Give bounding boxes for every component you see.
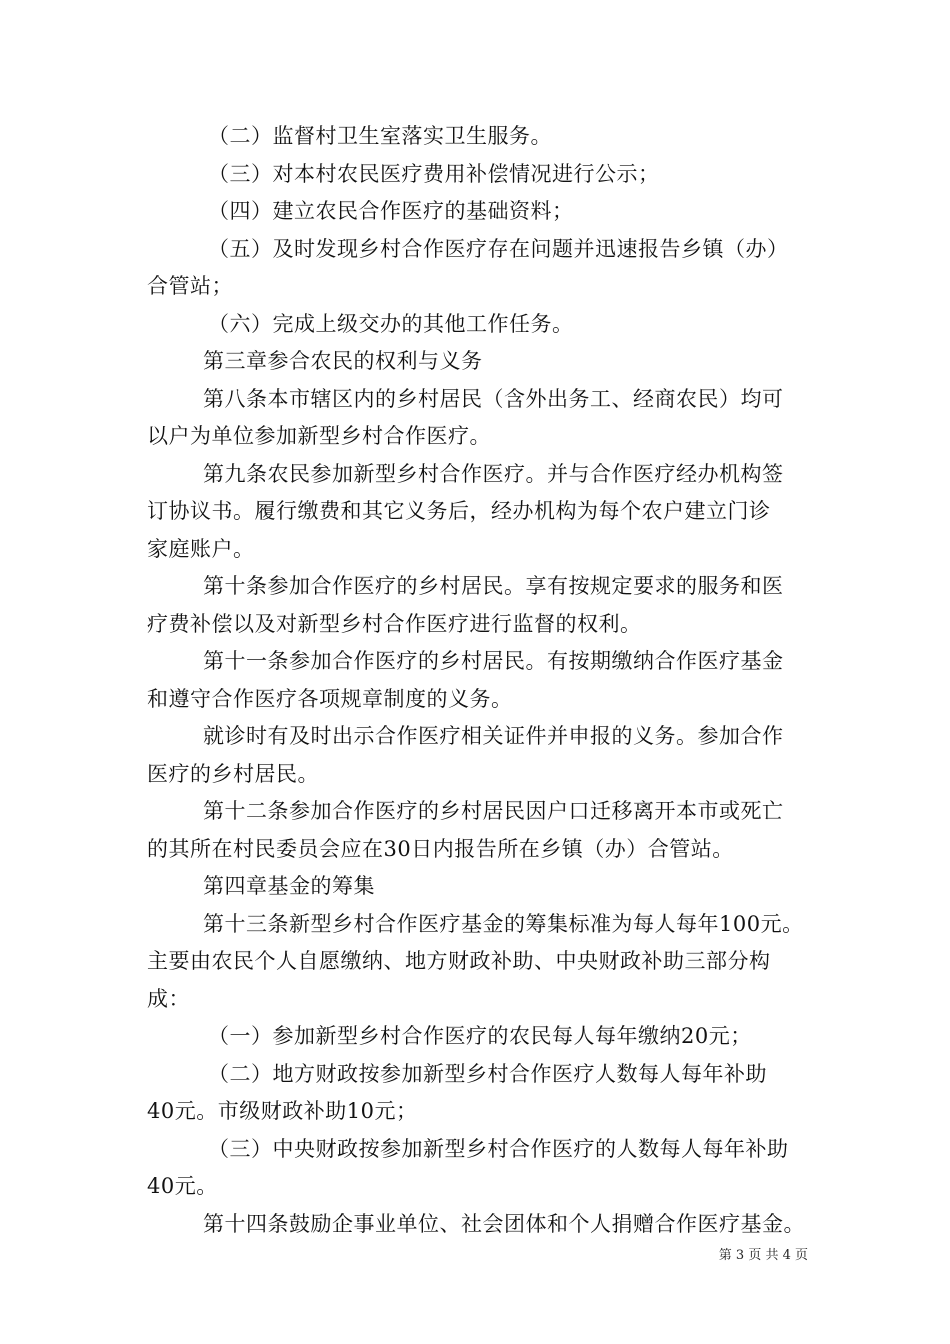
document-body bbox=[147, 118, 819, 1243]
text-line: 疗费补偿以及对新型乡村合作医疗进行监督的权利。 bbox=[147, 611, 642, 636]
text-line: 第十三条新型乡村合作医疗基金的筹集标准为每人每年100元。 bbox=[203, 911, 804, 936]
text-line: （一）参加新型乡村合作医疗的农民每人每年缴纳20元； bbox=[208, 1024, 752, 1048]
text-line: 40元。 bbox=[147, 1174, 218, 1198]
text-line: （三）对本村农民医疗费用补偿情况进行公示； bbox=[208, 161, 660, 186]
text-line: 成： bbox=[147, 986, 190, 1011]
text-line: 的其所在村民委员会应在30日内报告所在乡镇（办）合管站。 bbox=[147, 836, 734, 861]
text-line: 第十四条鼓励企事业单位、社会团体和个人捐赠合作医疗基金。 bbox=[203, 1211, 805, 1236]
text-line: 第三章参合农民的权利与义务 bbox=[203, 349, 483, 373]
text-line: 第九条农民参加新型乡村合作医疗。并与合作医疗经办机构签 bbox=[203, 461, 784, 486]
text-line: （二）监督村卫生室落实卫生服务。 bbox=[208, 124, 552, 148]
text-line: 第十一条参加合作医疗的乡村居民。有按期缴纳合作医疗基金 bbox=[203, 649, 784, 673]
text-line: 第十条参加合作医疗的乡村居民。享有按规定要求的服务和医 bbox=[203, 574, 784, 598]
text-line: 合管站； bbox=[147, 274, 233, 298]
text-line: （三）中央财政按参加新型乡村合作医疗的人数每人每年补助 bbox=[208, 1136, 789, 1161]
text-line: 以户为单位参加新型乡村合作医疗。 bbox=[147, 424, 491, 448]
page-number: 第 3 页 共 4 页 bbox=[718, 1248, 808, 1263]
text-line: （五）及时发现乡村合作医疗存在问题并迅速报告乡镇（办） bbox=[208, 236, 789, 261]
text-line: 订协议书。履行缴费和其它义务后，经办机构为每个农户建立门诊 bbox=[147, 499, 771, 523]
text-line: 第四章基金的筹集 bbox=[203, 874, 375, 898]
text-line: （六）完成上级交办的其他工作任务。 bbox=[208, 311, 574, 336]
text-line: （二）地方财政按参加新型乡村合作医疗人数每人每年补助 bbox=[208, 1061, 767, 1086]
text-line: 家庭账户。 bbox=[147, 536, 255, 561]
text-line: 和遵守合作医疗各项规章制度的义务。 bbox=[147, 686, 513, 711]
text-line: （四）建立农民合作医疗的基础资料； bbox=[208, 199, 574, 223]
text-line: 第八条本市辖区内的乡村居民（含外出务工、经商农民）均可 bbox=[203, 386, 784, 411]
text-line: 第十二条参加合作医疗的乡村居民因户口迁移离开本市或死亡 bbox=[203, 799, 784, 823]
text-line: 医疗的乡村居民。 bbox=[147, 761, 319, 786]
text-line: 就诊时有及时出示合作医疗相关证件并申报的义务。参加合作 bbox=[203, 724, 784, 748]
text-line: 主要由农民个人自愿缴纳、地方财政补助、中央财政补助三部分构 bbox=[147, 949, 771, 973]
text-line: 40元。市级财政补助10元； bbox=[147, 1099, 418, 1123]
